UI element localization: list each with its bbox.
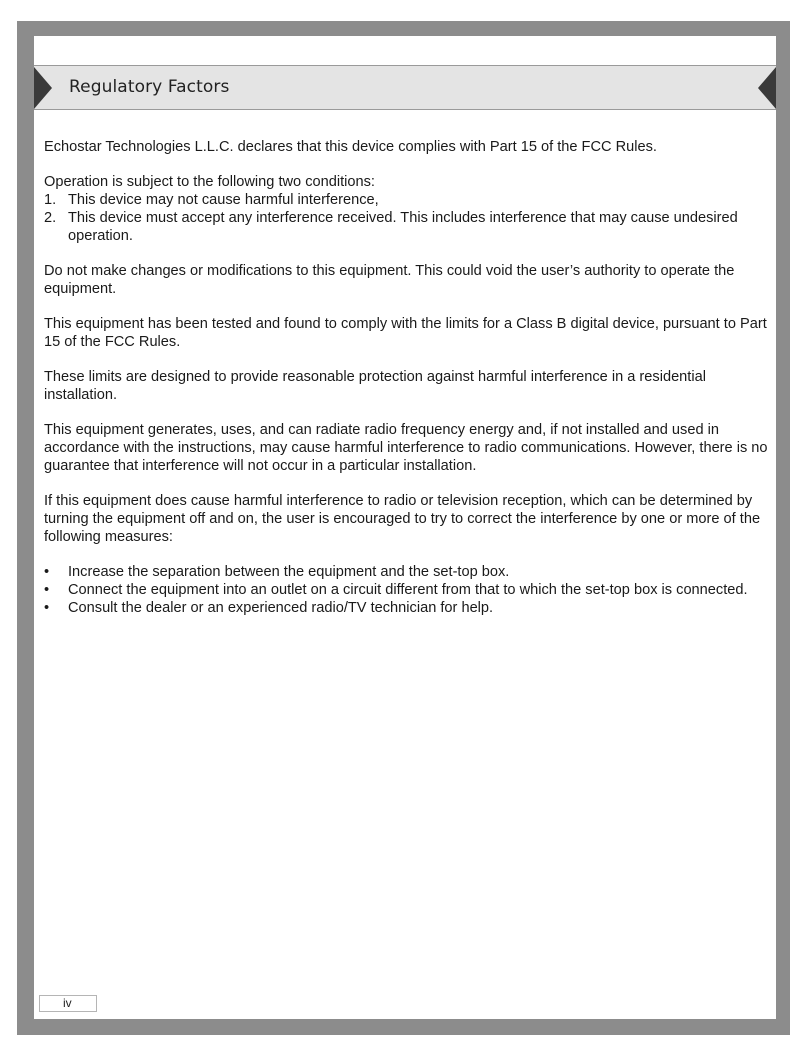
list-marker: 2.: [44, 210, 57, 226]
class-b-statement: This equipment has been tested and found to comply with the limits for a Class B digital device, pursuant to Part 15 of the FCC Rules.: [44, 316, 767, 350]
section-banner: [34, 65, 776, 110]
measures-list: [44, 563, 768, 617]
list-item: [44, 209, 768, 245]
list-item-text: This device may not cause harmful interference,: [68, 192, 379, 208]
modification-warning: Do not make changes or modifications to this equipment. This could void the user’s authority to operate the equipment.: [44, 263, 735, 297]
list-item: [44, 581, 768, 599]
list-item-text: Increase the separation between the equipment and the set-top box.: [68, 564, 510, 580]
list-item: [44, 563, 768, 581]
list-item-text: This device must accept any interference received. This includes interference that may cause undesired operation.: [68, 210, 738, 244]
bullet-icon: •: [44, 582, 50, 598]
list-item: [44, 599, 768, 617]
list-item-text: Consult the dealer or an experienced radio/TV technician for help.: [68, 600, 494, 616]
conditions-intro: Operation is subject to the following two conditions:: [44, 174, 375, 190]
list-item-text: Connect the equipment into an outlet on a circuit different from that to which the set-top box is connected.: [68, 582, 748, 598]
interference-measures-intro: If this equipment does cause harmful interference to radio or television reception, which can be determined by turning the equipment off and on, the user is encouraged to try to correct the interference by one or more of the following measures:: [44, 493, 761, 545]
banner-right-arrow-icon: [758, 67, 776, 109]
list-item: [44, 191, 768, 209]
page-number: iv: [39, 995, 97, 1012]
compliance-statement: Echostar Technologies L.L.C. declares that this device complies with Part 15 of the FCC Rules.: [44, 139, 657, 155]
bullet-icon: •: [44, 600, 50, 616]
document-body: [44, 138, 768, 634]
rf-energy-statement: This equipment generates, uses, and can radiate radio frequency energy and, if not installed and used in accordance with the instructions, may cause harmful interference to radio communications. However, there is no guarantee that interference will not occur in a particular installation.: [44, 422, 768, 474]
banner-left-arrow-icon: [34, 67, 52, 109]
list-marker: 1.: [44, 192, 57, 208]
conditions-list: [44, 191, 768, 245]
bullet-icon: •: [44, 564, 50, 580]
page-title: Regulatory Factors: [69, 77, 230, 97]
limits-statement: These limits are designed to provide reasonable protection against harmful interference in a residential installation.: [44, 369, 706, 403]
operation-conditions: [44, 173, 768, 245]
